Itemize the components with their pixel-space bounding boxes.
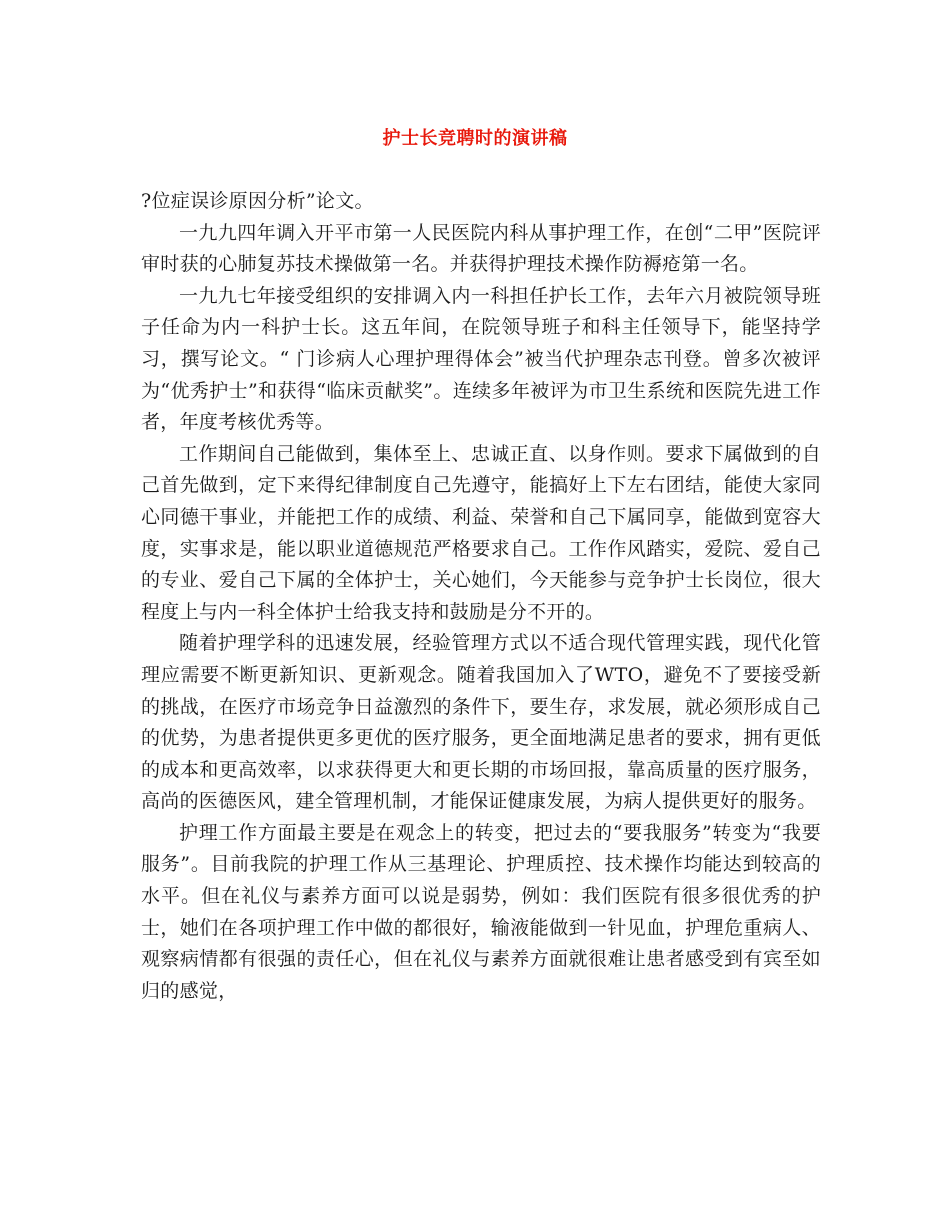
document-body <box>141 186 821 1007</box>
paragraph-3: 一九九七年接受组织的安排调入内一科担任护长工作，去年六月被院领导班子任命为内一科护士长。这五年间，在院领导班子和科主任领导下，能坚持学习，撰写论文。“ 门诊病人心理护理得体会”被当代护理杂志刊登。曾多次被评为“优秀护士”和获得“临床贡献奖”。连续多年被评为市卫生系统和医院先进工作者，年度考核优秀等。 <box>141 284 821 434</box>
paragraph-6: 护理工作方面最主要是在观念上的转变，把过去的“要我服务”转变为“我要服务”。目前我院的护理工作从三基理论、护理质控、技术操作均能达到较高的水平。但在礼仪与素养方面可以说是弱势，例如：我们医院有很多很优秀的护士，她们在各项护理工作中做的都很好，输液能做到一针见血，护理危重病人、观察病情都有很强的责任心，但在礼仪与素养方面就很难让患者感受到有宾至如归的感觉， <box>141 821 821 1002</box>
paragraph-1: ?位症误诊原因分析”论文。 <box>141 190 374 212</box>
document-title: 护士长竞聘时的演讲稿 <box>382 128 568 149</box>
paragraph-2: 一九九四年调入开平市第一人民医院内科从事护理工作，在创“二甲”医院评审时获的心肺复苏技术操做第一名。并获得护理技术操作防褥疮第一名。 <box>141 221 821 276</box>
paragraph-4: 工作期间自己能做到，集体至上、忠诚正直、以身作则。要求下属做到的自己首先做到，定下来得纪律制度自己先遵守，能搞好上下左右团结，能使大家同心同德干事业，并能把工作的成绩、利益、荣誉和自己下属同享，能做到宽容大度，实事求是，能以职业道德规范严格要求自己。工作作风踏实，爱院、爱自己的专业、爱自己下属的全体护士，关心她们，今天能参与竞争护士长岗位，很大程度上与内一科全体护士给我支持和鼓励是分不开的。 <box>141 442 821 623</box>
paragraph-5: 随着护理学科的迅速发展，经验管理方式以不适合现代管理实践，现代化管理应需要不断更新知识、更新观念。随着我国加入了WTO，避免不了要接受新的挑战，在医疗市场竞争日益激烈的条件下，要生存，求发展，就必须形成自己的优势，为患者提供更多更优的医疗服务，更全面地满足患者的要求，拥有更低的成本和更高效率，以求获得更大和更长期的市场回报，靠高质量的医疗服务，高尚的医德医风，建全管理机制，才能保证健康发展，为病人提供更好的服务。 <box>141 632 821 813</box>
